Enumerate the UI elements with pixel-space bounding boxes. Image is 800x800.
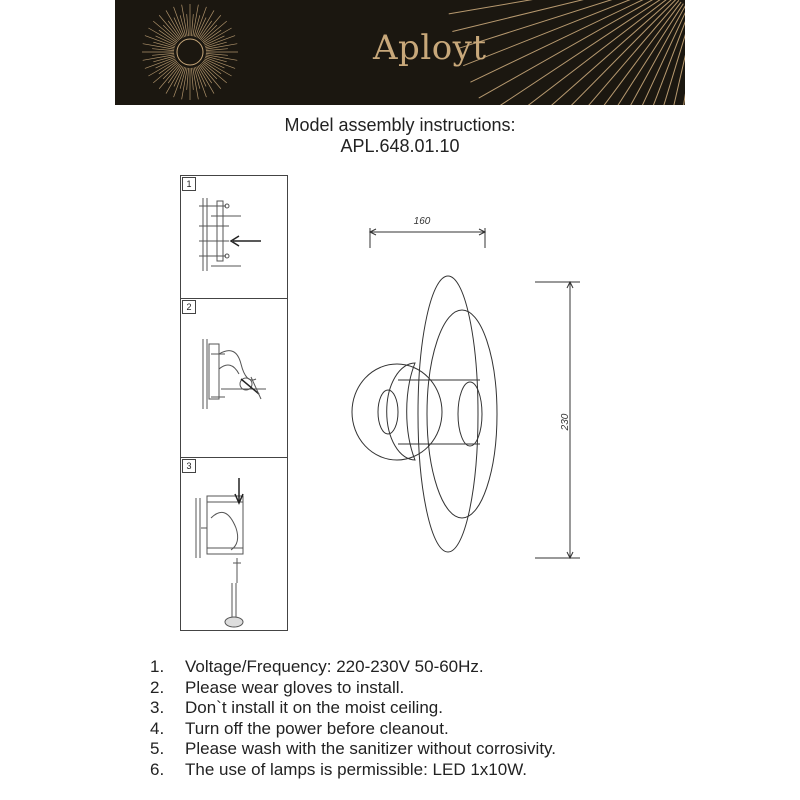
list-item-number: 5. (150, 739, 165, 759)
brand-banner (115, 0, 685, 105)
list-item-text: Please wear gloves to install. (185, 677, 405, 697)
step-1-diagram (181, 176, 287, 299)
assembly-step-3 (181, 458, 287, 632)
list-item-text: Please wash with the sanitizer without corrosivity. (185, 739, 557, 759)
list-item-text: Don`t install it on the moist ceiling. (185, 698, 443, 718)
list-item (150, 739, 556, 760)
list-item (150, 760, 556, 781)
list-item (150, 657, 556, 678)
step-number: 1 (182, 177, 196, 191)
assembly-step-2 (181, 299, 287, 458)
assembly-step-1 (181, 176, 287, 299)
list-item-text: The use of lamps is permissible: LED 1x10W. (185, 759, 528, 779)
height-dimension-label: 230 (560, 413, 571, 431)
width-dimension-label: 160 (413, 216, 431, 227)
step-2-diagram (181, 299, 287, 458)
step-number: 3 (182, 459, 196, 473)
list-item-text: Voltage/Frequency: 220-230V 50-60Hz. (185, 657, 484, 676)
lamp-dimension-drawing (340, 200, 590, 570)
list-item-number: 3. (150, 698, 165, 718)
assembly-steps-panel (180, 175, 288, 631)
list-item (150, 719, 556, 740)
list-item-number: 2. (150, 677, 165, 697)
step-3-diagram (181, 458, 287, 632)
list-item (150, 698, 556, 719)
model-number: APL.648.01.10 (340, 136, 460, 156)
list-item-number: 4. (150, 718, 165, 738)
step-number: 2 (182, 300, 196, 314)
instructions-title: Model assembly instructions: (284, 115, 516, 135)
list-item (150, 678, 556, 699)
list-item-text: Turn off the power before cleanout. (185, 718, 449, 738)
safety-notes-list (150, 657, 556, 781)
brand-logo-text: Aployt (373, 28, 487, 68)
list-item-number: 6. (150, 759, 165, 779)
list-item-number: 1. (150, 657, 165, 676)
